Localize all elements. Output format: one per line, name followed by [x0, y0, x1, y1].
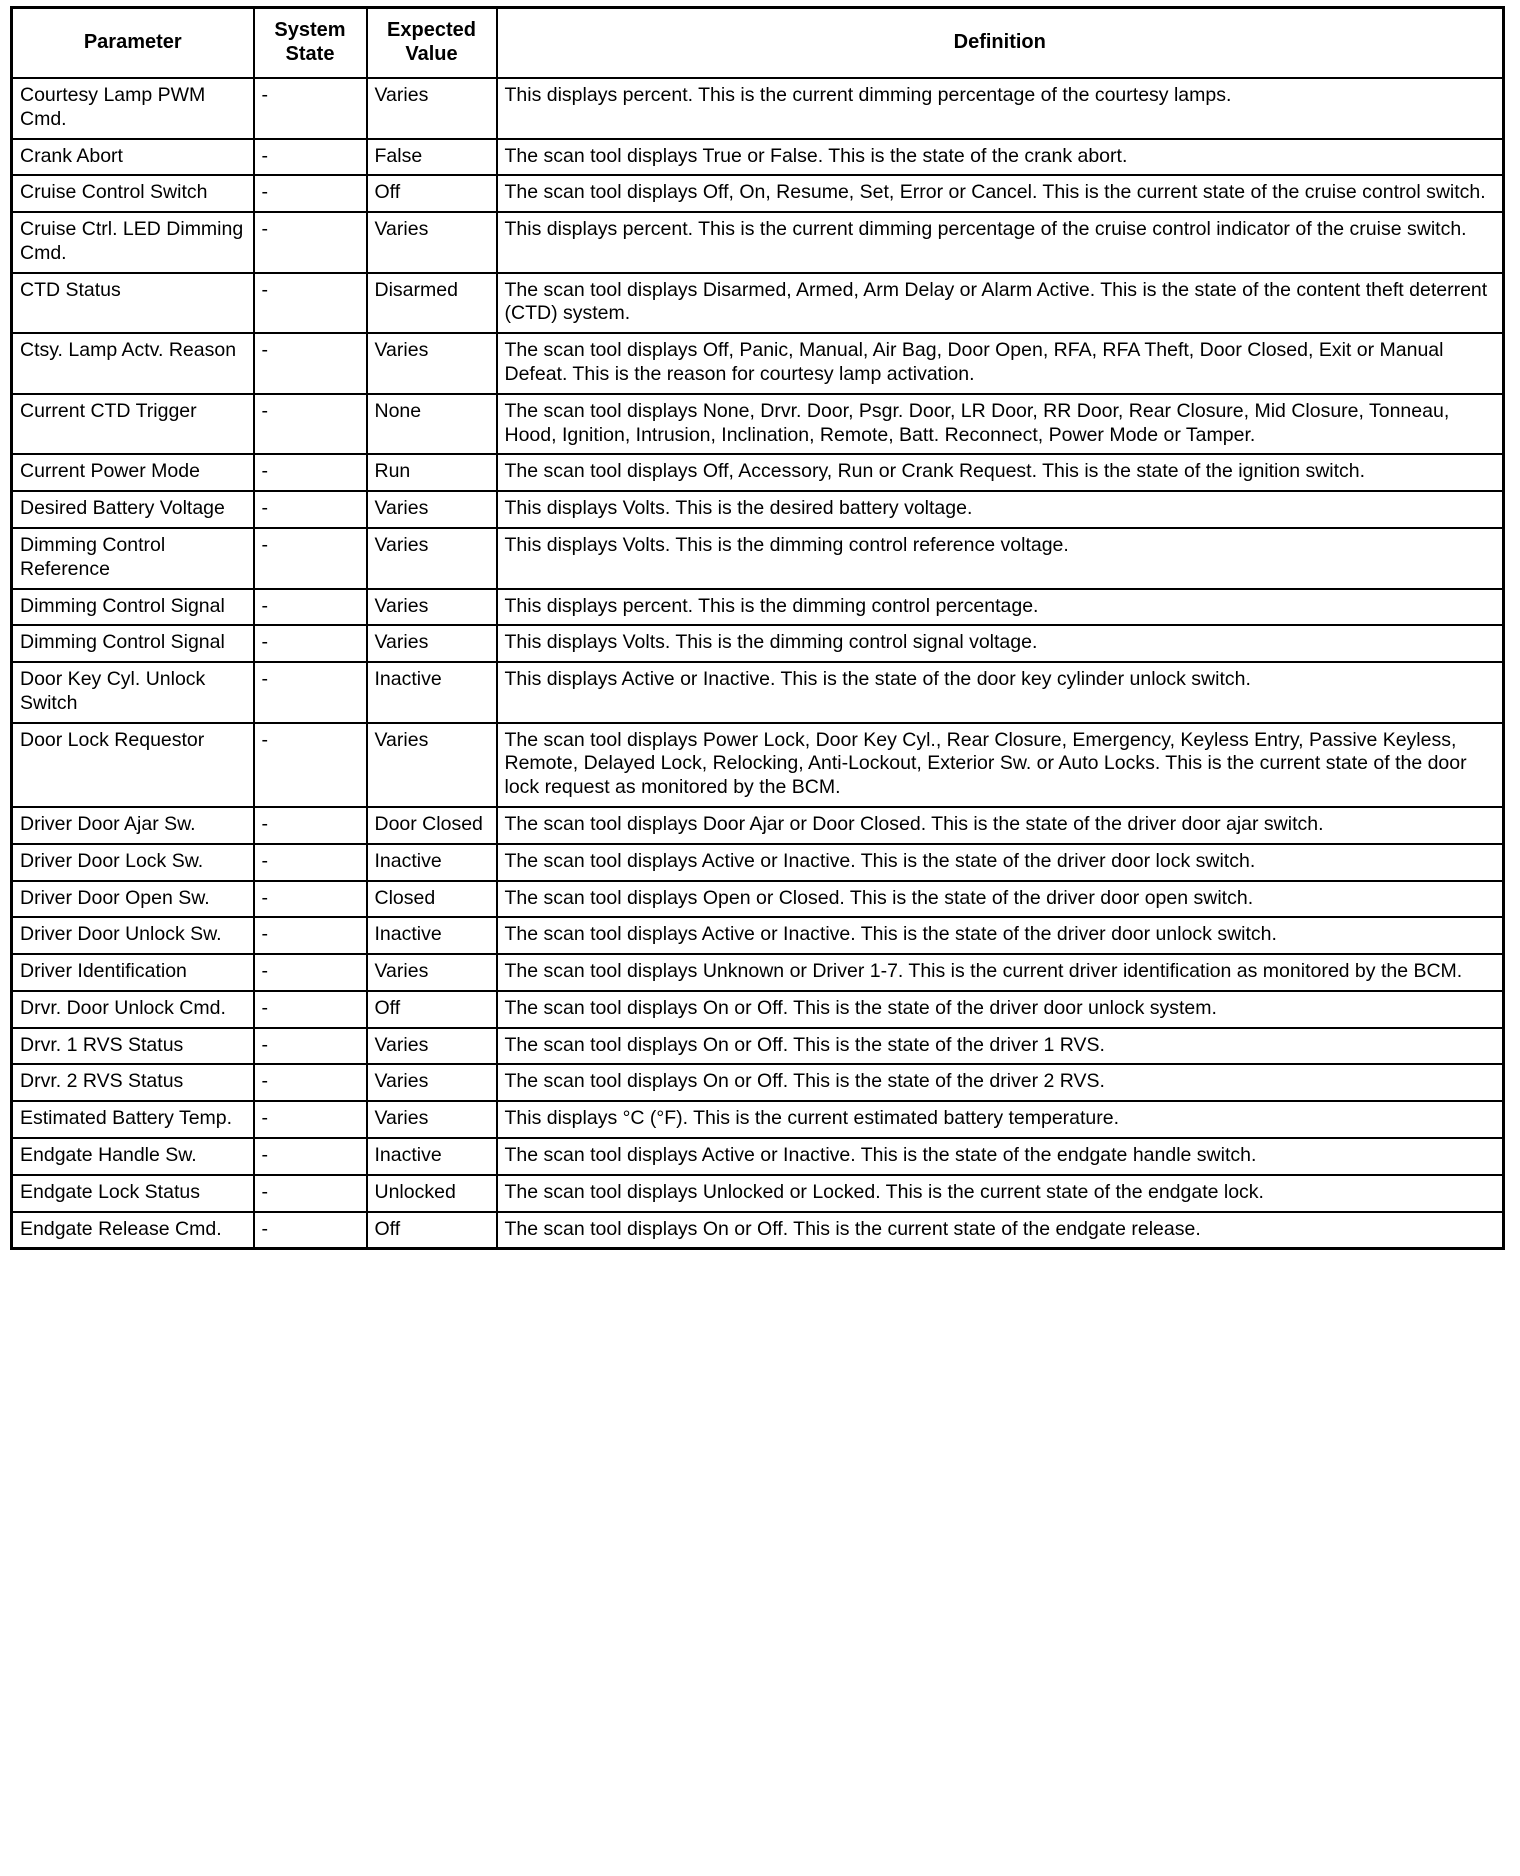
- cell-system-state: -: [254, 807, 367, 844]
- cell-expected-value: Off: [367, 175, 497, 212]
- cell-system-state: -: [254, 954, 367, 991]
- cell-parameter: Driver Door Ajar Sw.: [12, 807, 254, 844]
- cell-system-state: -: [254, 1064, 367, 1101]
- table-header: [12, 8, 1504, 79]
- cell-system-state: -: [254, 1028, 367, 1065]
- table-body: [12, 78, 1504, 1249]
- table-row: [12, 1175, 1504, 1212]
- table-row: [12, 175, 1504, 212]
- cell-parameter: Dimming Control Reference: [12, 528, 254, 589]
- cell-expected-value: Inactive: [367, 1138, 497, 1175]
- table-row: [12, 491, 1504, 528]
- cell-system-state: -: [254, 1138, 367, 1175]
- cell-system-state: -: [254, 662, 367, 723]
- cell-definition: This displays Volts. This is the dimming control signal voltage.: [497, 625, 1504, 662]
- table-row: [12, 807, 1504, 844]
- cell-definition: The scan tool displays Active or Inactive. This is the state of the endgate handle switch.: [497, 1138, 1504, 1175]
- cell-parameter: Cruise Ctrl. LED Dimming Cmd.: [12, 212, 254, 273]
- cell-parameter: Current Power Mode: [12, 454, 254, 491]
- column-header-expected-value: Expected Value: [367, 8, 497, 79]
- cell-definition: The scan tool displays On or Off. This is the state of the driver door unlock system.: [497, 991, 1504, 1028]
- cell-expected-value: Unlocked: [367, 1175, 497, 1212]
- cell-definition: The scan tool displays Off, On, Resume, Set, Error or Cancel. This is the current state of the cruise control switch.: [497, 175, 1504, 212]
- cell-system-state: -: [254, 589, 367, 626]
- cell-parameter: Estimated Battery Temp.: [12, 1101, 254, 1138]
- cell-expected-value: Inactive: [367, 844, 497, 881]
- cell-system-state: -: [254, 844, 367, 881]
- cell-parameter: Driver Door Lock Sw.: [12, 844, 254, 881]
- cell-system-state: -: [254, 991, 367, 1028]
- column-header-system-state: System State: [254, 8, 367, 79]
- cell-definition: This displays Volts. This is the dimming control reference voltage.: [497, 528, 1504, 589]
- cell-expected-value: Door Closed: [367, 807, 497, 844]
- cell-system-state: -: [254, 1101, 367, 1138]
- table-row: [12, 1064, 1504, 1101]
- parameter-definition-table: [10, 6, 1505, 1250]
- table-row: [12, 991, 1504, 1028]
- cell-system-state: -: [254, 333, 367, 394]
- cell-definition: The scan tool displays Active or Inactive. This is the state of the driver door lock switch.: [497, 844, 1504, 881]
- cell-parameter: Door Key Cyl. Unlock Switch: [12, 662, 254, 723]
- table-row: [12, 139, 1504, 176]
- cell-parameter: Driver Identification: [12, 954, 254, 991]
- table-row: [12, 662, 1504, 723]
- cell-parameter: Driver Door Open Sw.: [12, 881, 254, 918]
- cell-parameter: Dimming Control Signal: [12, 589, 254, 626]
- cell-parameter: Ctsy. Lamp Actv. Reason: [12, 333, 254, 394]
- cell-definition: The scan tool displays Unknown or Driver 1-7. This is the current driver identification as monitored by the BCM.: [497, 954, 1504, 991]
- table-row: [12, 394, 1504, 455]
- cell-definition: This displays °C (°F). This is the current estimated battery temperature.: [497, 1101, 1504, 1138]
- cell-system-state: -: [254, 454, 367, 491]
- cell-system-state: -: [254, 917, 367, 954]
- cell-expected-value: Inactive: [367, 917, 497, 954]
- cell-parameter: Drvr. 1 RVS Status: [12, 1028, 254, 1065]
- table-row: [12, 273, 1504, 334]
- cell-definition: The scan tool displays True or False. This is the state of the crank abort.: [497, 139, 1504, 176]
- cell-expected-value: Varies: [367, 954, 497, 991]
- cell-expected-value: Inactive: [367, 662, 497, 723]
- cell-definition: The scan tool displays None, Drvr. Door, Psgr. Door, LR Door, RR Door, Rear Closure, Mid Closure, Tonneau, Hood, Ignition, Intrusion, Inclination, Remote, Batt. Reconnect, Power Mode or Tamper.: [497, 394, 1504, 455]
- cell-parameter: Courtesy Lamp PWM Cmd.: [12, 78, 254, 139]
- cell-expected-value: Varies: [367, 1028, 497, 1065]
- cell-expected-value: Disarmed: [367, 273, 497, 334]
- cell-parameter: Endgate Release Cmd.: [12, 1212, 254, 1249]
- column-header-definition: Definition: [497, 8, 1504, 79]
- cell-parameter: Current CTD Trigger: [12, 394, 254, 455]
- cell-definition: The scan tool displays On or Off. This is the state of the driver 2 RVS.: [497, 1064, 1504, 1101]
- cell-system-state: -: [254, 139, 367, 176]
- cell-system-state: -: [254, 394, 367, 455]
- cell-system-state: -: [254, 881, 367, 918]
- cell-expected-value: Varies: [367, 212, 497, 273]
- cell-definition: The scan tool displays On or Off. This is the current state of the endgate release.: [497, 1212, 1504, 1249]
- cell-expected-value: Off: [367, 1212, 497, 1249]
- cell-system-state: -: [254, 1212, 367, 1249]
- cell-expected-value: Closed: [367, 881, 497, 918]
- table-row: [12, 625, 1504, 662]
- table-header-row: [12, 8, 1504, 79]
- cell-definition: This displays Active or Inactive. This is the state of the door key cylinder unlock switch.: [497, 662, 1504, 723]
- cell-parameter: Cruise Control Switch: [12, 175, 254, 212]
- table-row: [12, 333, 1504, 394]
- cell-parameter: Drvr. 2 RVS Status: [12, 1064, 254, 1101]
- cell-definition: This displays Volts. This is the desired battery voltage.: [497, 491, 1504, 528]
- table-row: [12, 1028, 1504, 1065]
- table-row: [12, 844, 1504, 881]
- cell-parameter: CTD Status: [12, 273, 254, 334]
- table-row: [12, 954, 1504, 991]
- cell-definition: The scan tool displays Disarmed, Armed, Arm Delay or Alarm Active. This is the state of the content theft deterrent (CTD) system.: [497, 273, 1504, 334]
- table-row: [12, 1212, 1504, 1249]
- table-row: [12, 589, 1504, 626]
- cell-expected-value: False: [367, 139, 497, 176]
- cell-expected-value: Run: [367, 454, 497, 491]
- cell-expected-value: None: [367, 394, 497, 455]
- cell-definition: The scan tool displays Unlocked or Locked. This is the current state of the endgate lock.: [497, 1175, 1504, 1212]
- table-row: [12, 78, 1504, 139]
- table-row: [12, 723, 1504, 807]
- cell-parameter: Crank Abort: [12, 139, 254, 176]
- cell-definition: The scan tool displays Off, Panic, Manual, Air Bag, Door Open, RFA, RFA Theft, Door Closed, Exit or Manual Defeat. This is the reason for courtesy lamp activation.: [497, 333, 1504, 394]
- cell-expected-value: Off: [367, 991, 497, 1028]
- cell-parameter: Door Lock Requestor: [12, 723, 254, 807]
- cell-definition: The scan tool displays Open or Closed. This is the state of the driver door open switch.: [497, 881, 1504, 918]
- cell-system-state: -: [254, 625, 367, 662]
- cell-parameter: Drvr. Door Unlock Cmd.: [12, 991, 254, 1028]
- table-row: [12, 454, 1504, 491]
- table-row: [12, 1101, 1504, 1138]
- cell-system-state: -: [254, 175, 367, 212]
- cell-system-state: -: [254, 723, 367, 807]
- cell-parameter: Endgate Lock Status: [12, 1175, 254, 1212]
- cell-definition: The scan tool displays Door Ajar or Door Closed. This is the state of the driver door ajar switch.: [497, 807, 1504, 844]
- cell-expected-value: Varies: [367, 723, 497, 807]
- cell-definition: The scan tool displays Off, Accessory, Run or Crank Request. This is the state of the ignition switch.: [497, 454, 1504, 491]
- cell-parameter: Endgate Handle Sw.: [12, 1138, 254, 1175]
- cell-definition: This displays percent. This is the current dimming percentage of the courtesy lamps.: [497, 78, 1504, 139]
- cell-definition: The scan tool displays Active or Inactive. This is the state of the driver door unlock switch.: [497, 917, 1504, 954]
- table-row: [12, 528, 1504, 589]
- cell-expected-value: Varies: [367, 1101, 497, 1138]
- column-header-parameter: Parameter: [12, 8, 254, 79]
- cell-expected-value: Varies: [367, 528, 497, 589]
- cell-parameter: Dimming Control Signal: [12, 625, 254, 662]
- cell-definition: This displays percent. This is the current dimming percentage of the cruise control indicator of the cruise switch.: [497, 212, 1504, 273]
- cell-parameter: Desired Battery Voltage: [12, 491, 254, 528]
- cell-system-state: -: [254, 1175, 367, 1212]
- cell-definition: The scan tool displays On or Off. This is the state of the driver 1 RVS.: [497, 1028, 1504, 1065]
- cell-expected-value: Varies: [367, 589, 497, 626]
- cell-system-state: -: [254, 212, 367, 273]
- cell-system-state: -: [254, 78, 367, 139]
- cell-expected-value: Varies: [367, 78, 497, 139]
- cell-expected-value: Varies: [367, 333, 497, 394]
- cell-system-state: -: [254, 528, 367, 589]
- cell-definition: This displays percent. This is the dimming control percentage.: [497, 589, 1504, 626]
- cell-expected-value: Varies: [367, 491, 497, 528]
- cell-parameter: Driver Door Unlock Sw.: [12, 917, 254, 954]
- table-row: [12, 212, 1504, 273]
- cell-system-state: -: [254, 273, 367, 334]
- table-row: [12, 1138, 1504, 1175]
- cell-expected-value: Varies: [367, 625, 497, 662]
- table-row: [12, 881, 1504, 918]
- cell-expected-value: Varies: [367, 1064, 497, 1101]
- cell-definition: The scan tool displays Power Lock, Door Key Cyl., Rear Closure, Emergency, Keyless Entry, Passive Keyless, Remote, Delayed Lock, Relocking, Anti-Lockout, Exterior Sw. or Auto Locks. This is the current state of the door lock request as monitored by the BCM.: [497, 723, 1504, 807]
- cell-system-state: -: [254, 491, 367, 528]
- table-row: [12, 917, 1504, 954]
